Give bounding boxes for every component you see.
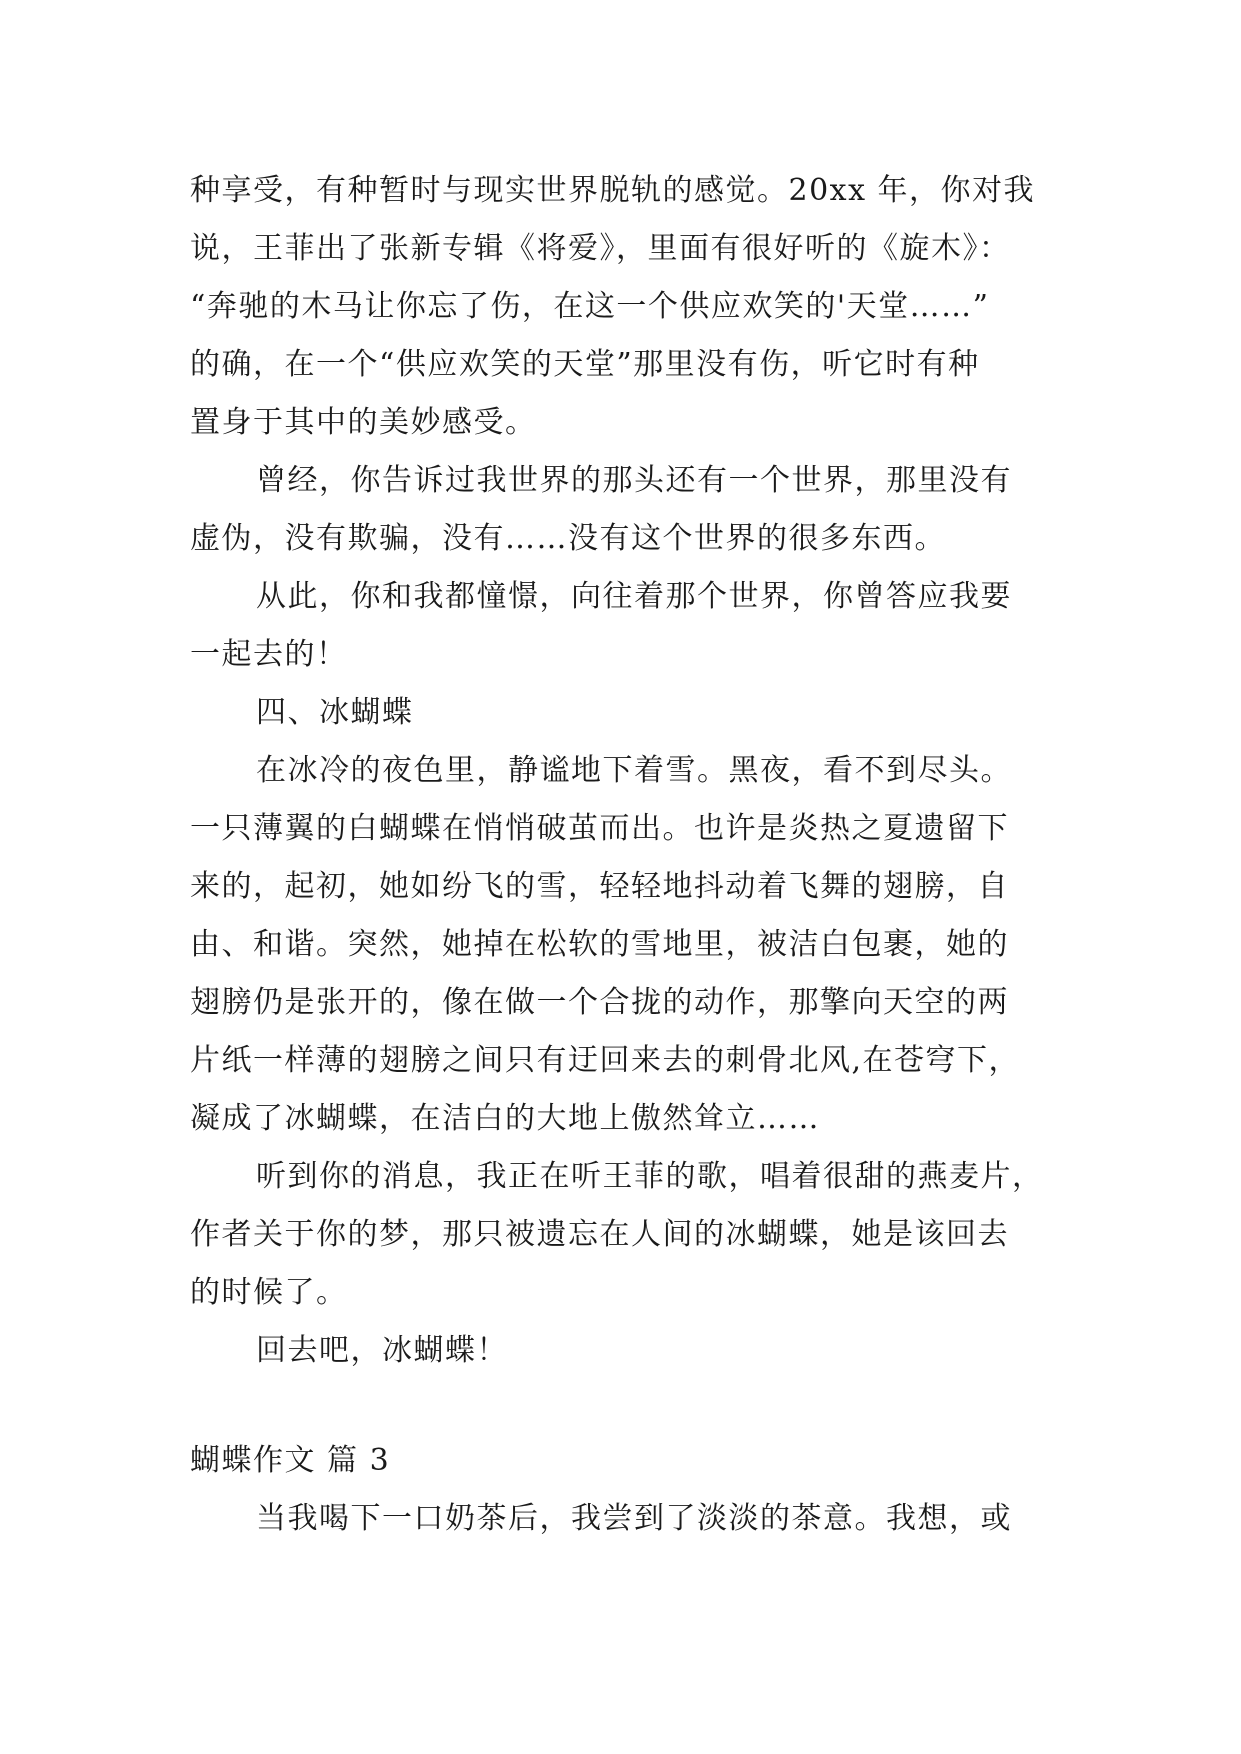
text-line: 置身于其中的美妙感受。 [190, 405, 537, 440]
text-line: 当我喝下一口奶茶后，我尝到了淡淡的茶意。我想，或 [256, 1501, 1012, 1536]
text-line: 一只薄翼的白蝴蝶在悄悄破茧而出。也许是炎热之夏遗留下 [190, 811, 1009, 846]
text-line: 从此，你和我都憧憬，向往着那个世界，你曾答应我要 [256, 579, 1012, 614]
text-line: 听到你的消息，我正在听王菲的歌，唱着很甜的燕麦片， [256, 1159, 1044, 1194]
text-line: 虚伪，没有欺骗，没有……没有这个世界的很多东西。 [190, 521, 946, 556]
text-line: 片纸一样薄的翅膀之间只有迂回来去的刺骨北风,在苍穹下， [190, 1043, 1021, 1078]
section-heading: 蝴蝶作文 篇 3 [190, 1443, 391, 1478]
text-line: 翅膀仍是张开的，像在做一个合拢的动作，那擎向天空的两 [190, 985, 1009, 1020]
text-line: 回去吧，冰蝴蝶！ [256, 1333, 508, 1368]
paragraph [190, 568, 1056, 684]
text-line: 四、冰蝴蝶 [256, 695, 414, 730]
text-line: 凝成了冰蝴蝶，在洁白的大地上傲然耸立…… [190, 1101, 820, 1136]
text-line: 的时候了。 [190, 1275, 348, 1310]
text-line: 说，王菲出了张新专辑《将爱》，里面有很好听的《旋木》： [190, 231, 1011, 266]
text-line: 由、和谐。突然，她掉在松软的雪地里，被洁白包裹，她的 [190, 927, 1009, 962]
paragraph [190, 452, 1056, 568]
text-line: 曾经，你告诉过我世界的那头还有一个世界，那里没有 [256, 463, 1012, 498]
text-line: “奔驰的木马让你忘了伤，在这一个供应欢笑的'天堂……” [190, 289, 990, 324]
section-gap [190, 1380, 1056, 1432]
paragraph [190, 1322, 1056, 1380]
text-line: 在冰冷的夜色里，静谧地下着雪。黑夜，看不到尽头。 [256, 753, 1012, 788]
subheading [190, 684, 1056, 742]
text-line: 一起去的！ [190, 637, 348, 672]
paragraph [190, 162, 1056, 452]
document-body [190, 162, 1056, 1548]
paragraph [190, 1490, 1056, 1548]
paragraph [190, 742, 1056, 1148]
text-line: 种享受，有种暂时与现实世界脱轨的感觉。20xx 年，你对我 [190, 173, 1036, 208]
text-line: 作者关于你的梦，那只被遗忘在人间的冰蝴蝶，她是该回去 [190, 1217, 1009, 1252]
text-line: 来的，起初，她如纷飞的雪，轻轻地抖动着飞舞的翅膀，自 [190, 869, 1009, 904]
text-line: 的确，在一个“供应欢笑的天堂”那里没有伤，听它时有种 [190, 347, 980, 382]
paragraph [190, 1148, 1056, 1322]
